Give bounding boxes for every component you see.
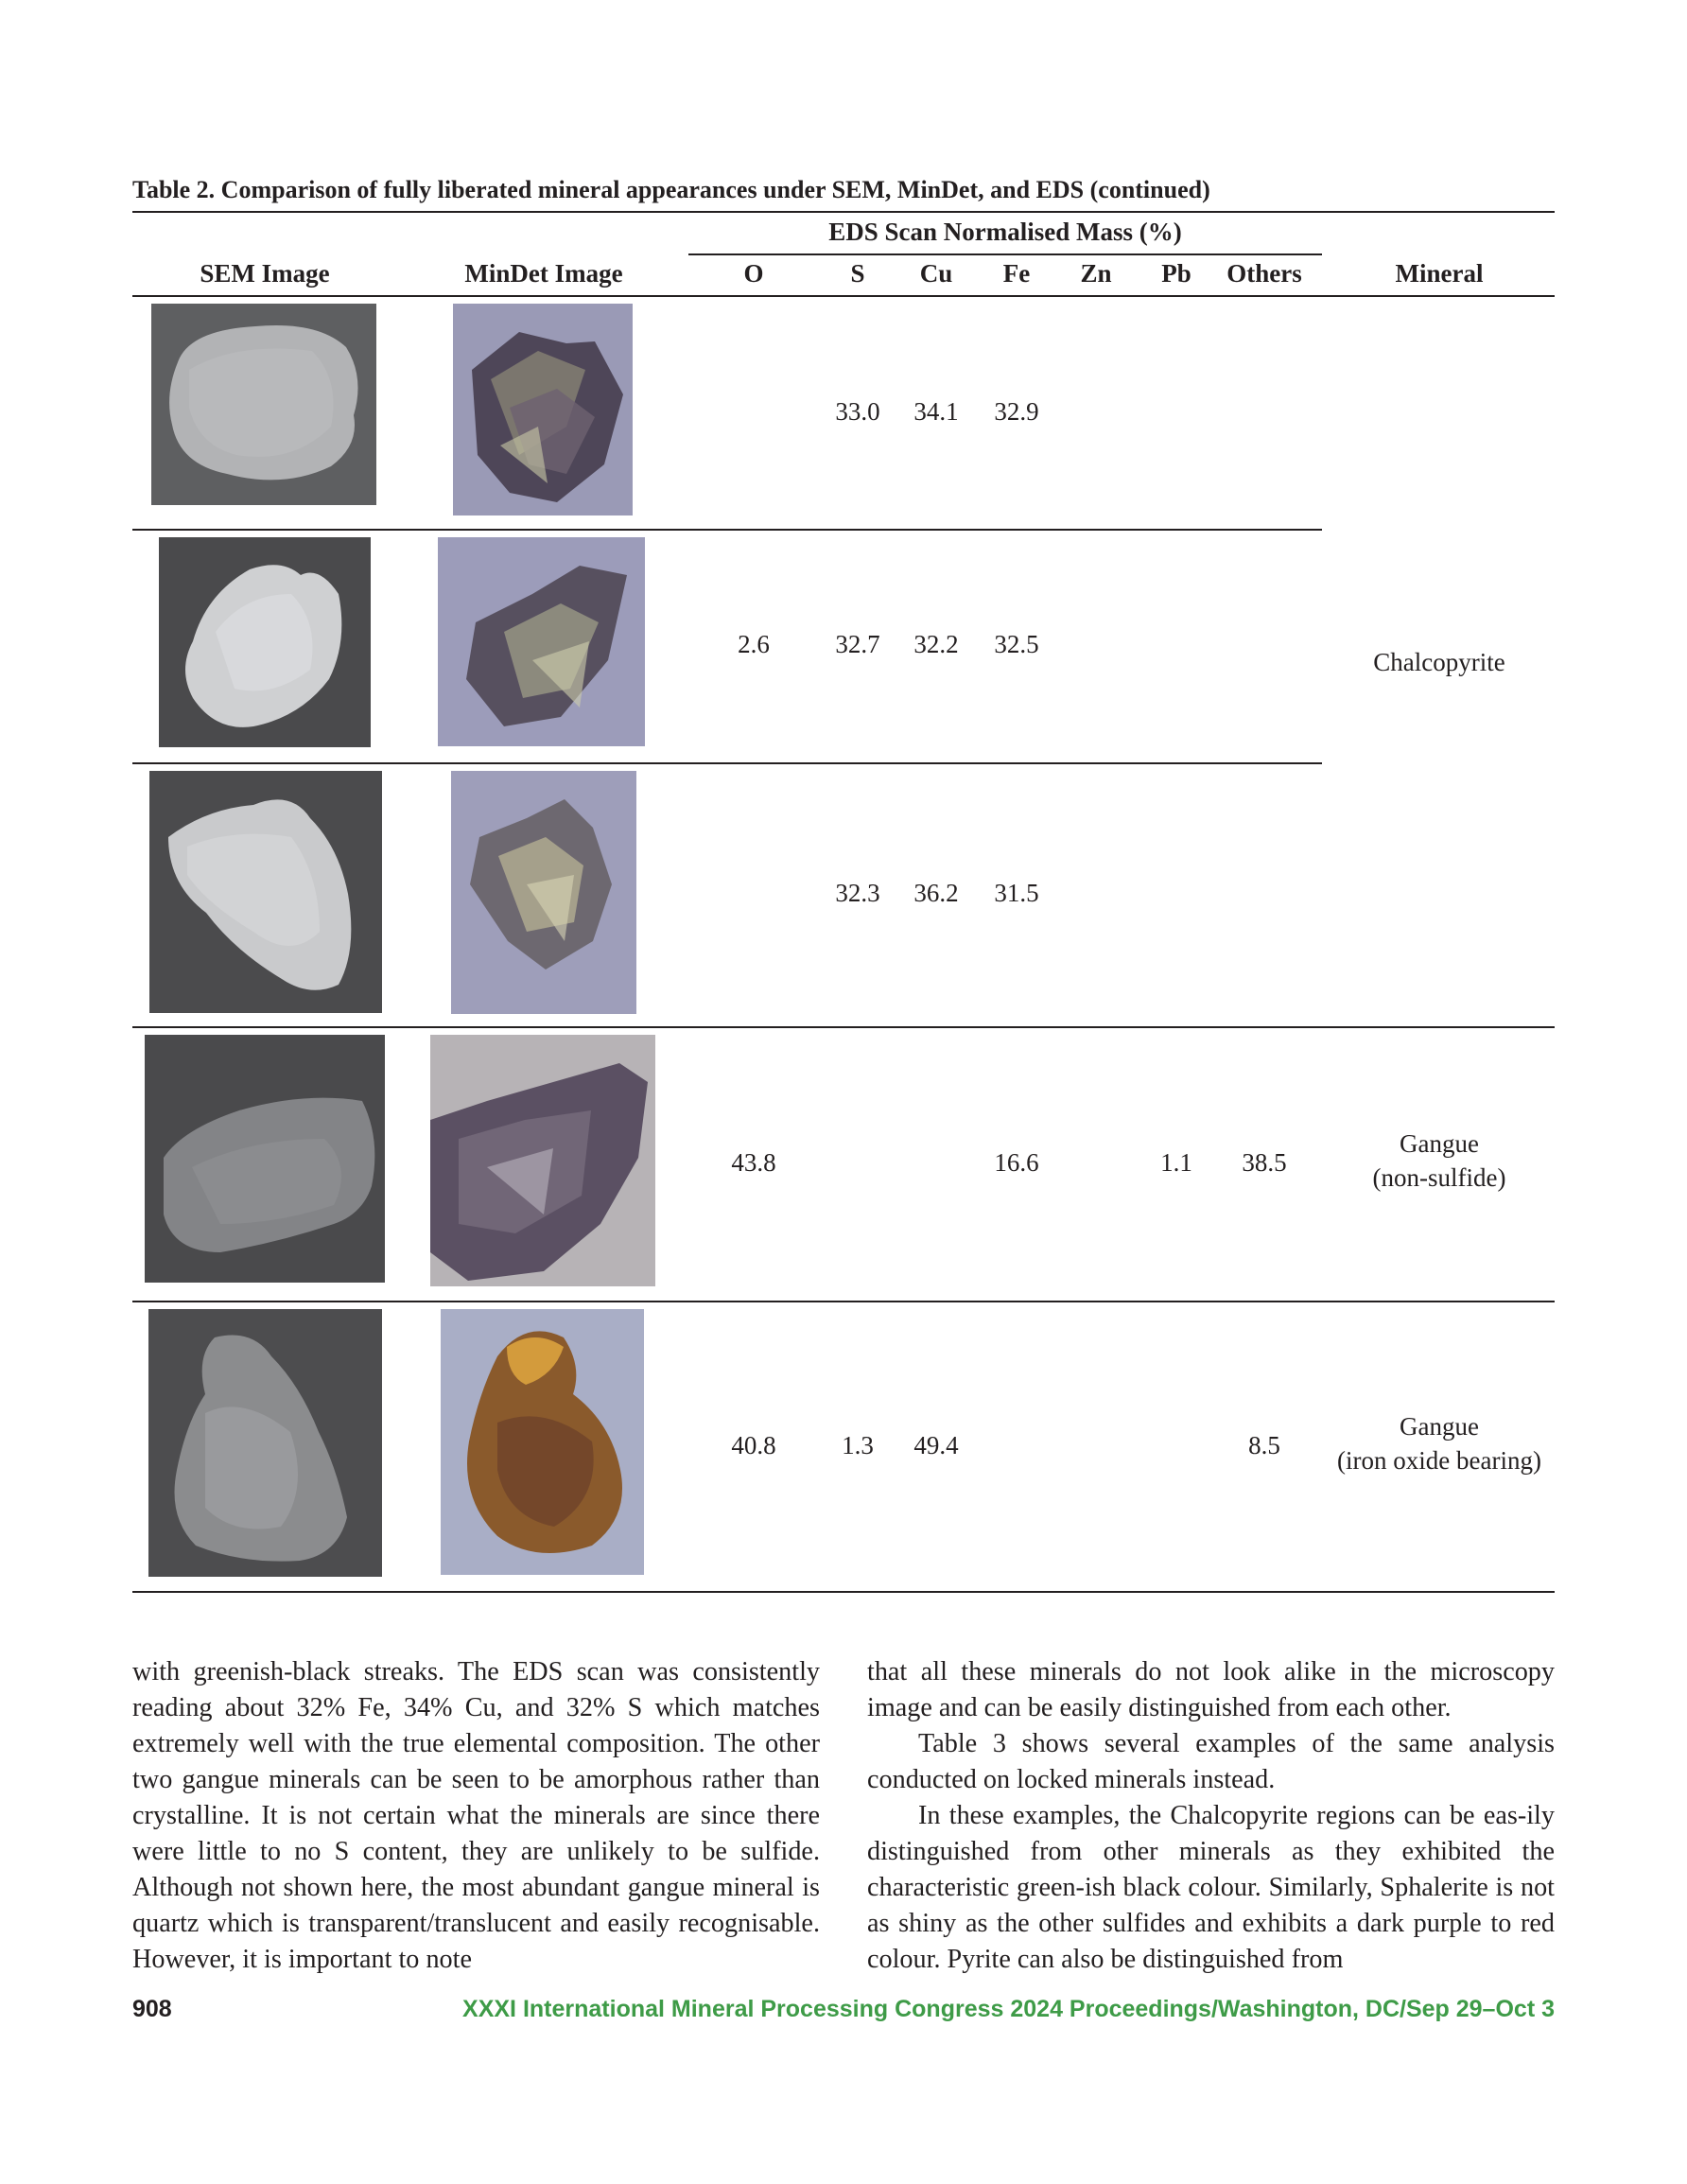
mineral-gangue-non-sulfide xyxy=(1316,1127,1562,1195)
row4-others: 38.5 xyxy=(1242,1148,1287,1177)
row3-cu: 36.2 xyxy=(913,879,959,907)
body-column-left xyxy=(132,1654,820,1978)
body-paragraph: Table 3 shows several examples of the same analysis conducted on locked minerals instead. xyxy=(867,1729,1555,1794)
header-pb: Pb xyxy=(1161,259,1191,288)
row4-rule xyxy=(132,1301,1555,1302)
row2-cu: 32.2 xyxy=(913,630,959,658)
row4-o: 43.8 xyxy=(731,1148,776,1177)
body-paragraph: In these examples, the Chalcopyrite regions can be eas-ily distinguished from other minerals as they exhibited the characteristic green-ish black colour. Similarly, Sphalerite is not as shiny as the other sulfides and exhibits a dark purple to red colour. Pyrite can also be distinguished from xyxy=(867,1801,1555,1974)
header-bottom-rule xyxy=(132,295,1555,297)
row4-pb: 1.1 xyxy=(1160,1148,1192,1177)
header-sem-image: SEM Image xyxy=(200,259,330,288)
header-fe: Fe xyxy=(1002,259,1031,288)
table-caption: Table 2. Comparison of fully liberated mineral appearances under SEM, MinDet, and EDS (continued) xyxy=(132,176,1210,203)
table-top-rule xyxy=(132,211,1555,213)
sem-image-3 xyxy=(149,771,382,1013)
header-mindet-image: MinDet Image xyxy=(464,259,623,288)
sem-image-4 xyxy=(145,1035,385,1283)
header-cu: Cu xyxy=(919,259,953,288)
row3-rule xyxy=(132,1026,1555,1028)
mindet-image-3 xyxy=(451,771,636,1014)
row3-fe: 31.5 xyxy=(994,879,1039,907)
row2-o: 2.6 xyxy=(738,630,770,658)
body-paragraph: that all these minerals do not look alike in the microscopy image and can be easily distinguished from each other. xyxy=(867,1657,1555,1722)
row1-s: 33.0 xyxy=(835,397,880,426)
header-o: O xyxy=(743,259,764,288)
row2-s: 32.7 xyxy=(835,630,880,658)
row5-cu: 49.4 xyxy=(913,1431,959,1459)
sem-image-1 xyxy=(151,304,376,505)
row2-rule xyxy=(132,762,1322,764)
header-s: S xyxy=(850,259,865,288)
page-number: 908 xyxy=(132,1996,172,2022)
row5-others: 8.5 xyxy=(1248,1431,1280,1459)
table-bottom-rule xyxy=(132,1591,1555,1593)
mineral-chalcopyrite: Chalcopyrite xyxy=(1373,648,1505,676)
mineral-gangue-iron-oxide xyxy=(1316,1409,1562,1477)
row1-fe: 32.9 xyxy=(994,397,1039,426)
mindet-image-4 xyxy=(430,1035,655,1286)
mineral-gangue-iron-oxide-line1: Gangue xyxy=(1400,1412,1479,1441)
row5-s: 1.3 xyxy=(842,1431,874,1459)
row4-fe: 16.6 xyxy=(994,1148,1039,1177)
eds-group-header: EDS Scan Normalised Mass (%) xyxy=(828,218,1182,246)
mindet-image-5 xyxy=(441,1309,644,1575)
row3-s: 32.3 xyxy=(835,879,880,907)
row2-fe: 32.5 xyxy=(994,630,1039,658)
running-footer-title: XXXI International Mineral Processing Congress 2024 Proceedings/Washington, DC/Sep 29–Oct 3 xyxy=(462,1996,1555,2022)
header-mineral: Mineral xyxy=(1395,259,1484,288)
sem-image-5 xyxy=(148,1309,382,1577)
mineral-gangue-iron-oxide-line2: (iron oxide bearing) xyxy=(1337,1446,1541,1475)
mindet-image-2 xyxy=(438,537,645,746)
eds-group-rule xyxy=(688,253,1322,255)
row1-rule xyxy=(132,529,1322,531)
mineral-gangue-non-sulfide-line2: (non-sulfide) xyxy=(1372,1163,1506,1192)
header-others: Others xyxy=(1226,259,1302,288)
mineral-gangue-non-sulfide-line1: Gangue xyxy=(1400,1129,1479,1158)
row1-cu: 34.1 xyxy=(913,397,959,426)
header-zn: Zn xyxy=(1080,259,1112,288)
body-paragraph: with greenish-black streaks. The EDS scan was consistently reading about 32% Fe, 34% Cu, and 32% S which matches extremely well with the true elemental composition. The other two gangue minerals can be seen to be amorphous rather than crystalline. It is not certain what the minerals are since there were little to no S content, they are unlikely to be sulfide. Although not shown here, the most abundant gangue mineral is quartz which is transparent/translucent and easily recognisable. However, it is important to note xyxy=(132,1657,820,1974)
body-column-right xyxy=(867,1654,1555,1978)
mindet-image-1 xyxy=(453,304,633,515)
row5-o: 40.8 xyxy=(731,1431,776,1459)
sem-image-2 xyxy=(159,537,371,747)
